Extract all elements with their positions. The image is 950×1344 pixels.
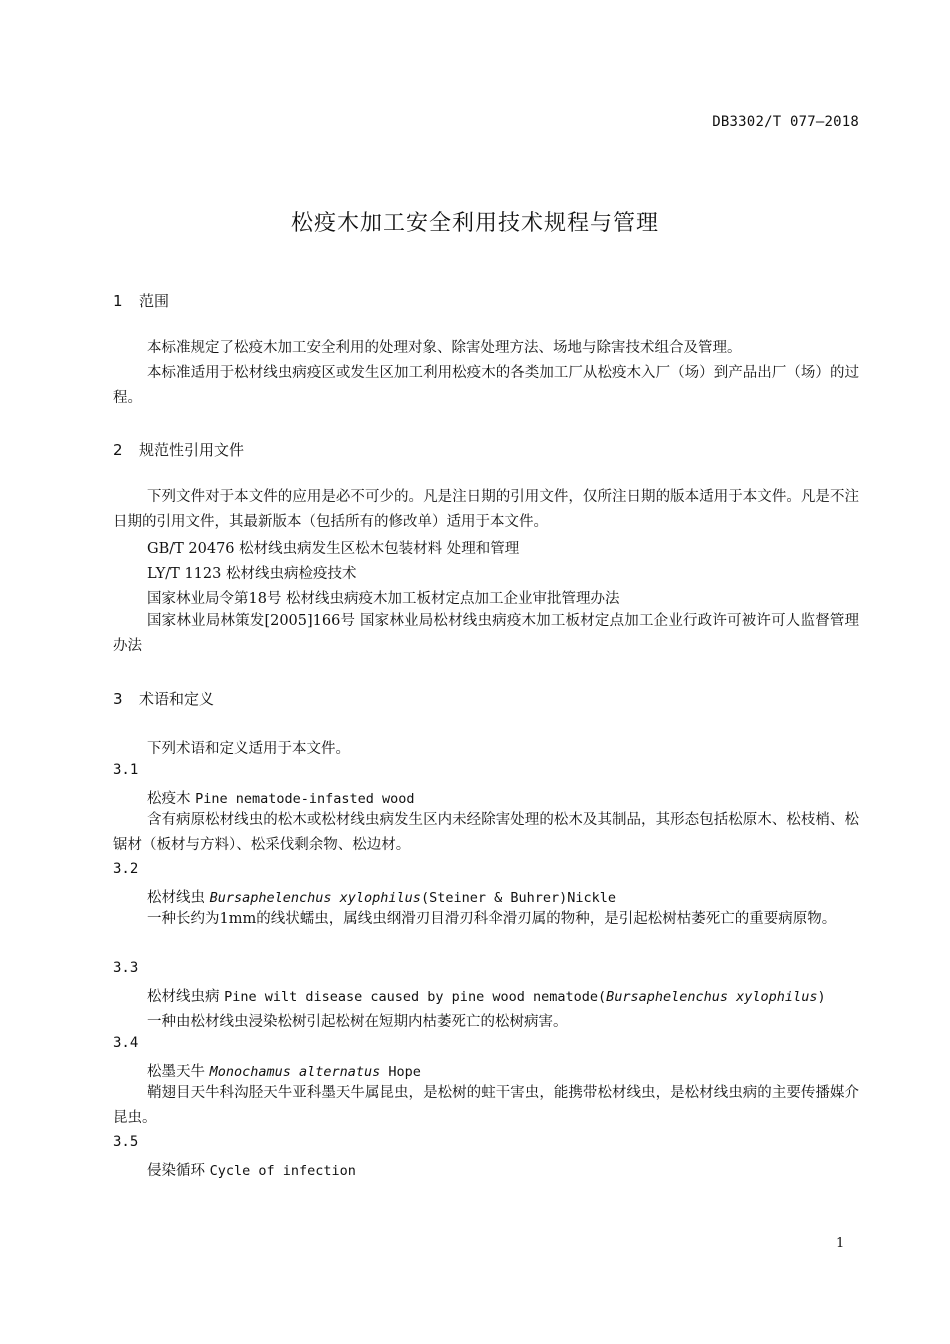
terms-intro: 下列术语和定义适用于本文件。 <box>147 741 350 757</box>
term-heading <box>147 787 415 808</box>
term-number: 3.4 <box>113 1035 139 1051</box>
term-definition: 鞘翅目天牛科沟胫天牛亚科墨天牛属昆虫，是松树的蛀干害虫，能携带松材线虫，是松材线虫病的主要传播媒介昆虫。 <box>113 1085 859 1126</box>
term-number: 3.1 <box>113 762 139 778</box>
term-heading <box>147 886 616 907</box>
reference-item: GB/T 20476 松材线虫病发生区松木包装材料 处理和管理 <box>147 541 520 557</box>
term-en: (Steiner & Buhrer)Nickle <box>420 890 617 906</box>
term-heading <box>147 985 826 1006</box>
reference-item: 国家林业局令第18号 松材线虫病疫木加工板材定点加工企业审批管理办法 <box>147 591 620 607</box>
section-title: 范围 <box>139 292 170 310</box>
scope-paragraph-1: 本标准规定了松疫木加工安全利用的处理对象、除害处理方法、场地与除害技术组合及管理。 <box>147 340 742 356</box>
term-heading <box>147 1060 421 1081</box>
scope-paragraph-2: 本标准适用于松材线虫病疫区或发生区加工利用松疫木的各类加工厂从松疫木入厂（场）到产品出厂（场）的过程。 <box>113 365 859 406</box>
term-latin: Bursaphelenchus xylophilus <box>606 989 818 1005</box>
section-3-heading <box>113 688 214 709</box>
term-number: 3.2 <box>113 861 139 877</box>
section-2-heading <box>113 439 244 460</box>
standard-code: DB3302/T 077—2018 <box>712 114 859 130</box>
term-number: 3.5 <box>113 1134 139 1150</box>
page-number: 1 <box>836 1236 845 1251</box>
term-zh: 松疫木 <box>147 791 191 807</box>
section-title: 术语和定义 <box>139 690 215 708</box>
term-zh: 松材线虫病 <box>147 989 220 1005</box>
term-definition: 含有病原松材线虫的松木或松材线虫病发生区内未经除害处理的松木及其制品，其形态包括松原木、松枝梢、松锯材（板材与方料）、松采伐剩余物、松边材。 <box>113 812 859 853</box>
section-number: 1 <box>113 292 123 310</box>
term-latin: Monochamus alternatus <box>209 1064 381 1080</box>
section-title: 规范性引用文件 <box>139 441 245 459</box>
references-intro: 下列文件对于本文件的应用是必不可少的。凡是注日期的引用文件，仅所注日期的版本适用于本文件。凡是不注日期的引用文件，其最新版本（包括所有的修改单）适用于本文件。 <box>113 489 859 530</box>
term-definition: 一种由松材线虫浸染松树引起松树在短期内枯萎死亡的松树病害。 <box>147 1014 568 1030</box>
term-heading <box>147 1159 356 1180</box>
reference-item: LY/T 1123 松材线虫病检疫技术 <box>147 566 357 582</box>
reference-item: 国家林业局林策发[2005]166号 国家林业局松材线虫病疫木加工板材定点加工企业行政许可被许可人监督管理办法 <box>113 613 859 654</box>
term-definition: 一种长约为1mm的线状蠕虫，属线虫纲滑刃目滑刃科伞滑刃属的物种，是引起松树枯萎死亡的重要病原物。 <box>147 911 837 927</box>
term-en: Cycle of infection <box>209 1163 356 1179</box>
term-en-close: ) <box>817 989 826 1005</box>
term-zh: 侵染循环 <box>147 1163 205 1179</box>
term-en: Pine nematode-infasted wood <box>195 791 415 807</box>
term-en: Pine wilt disease caused by pine wood nematode( <box>224 989 607 1005</box>
term-en: Hope <box>380 1064 421 1080</box>
section-1-heading <box>113 290 169 311</box>
term-zh: 松墨天牛 <box>147 1064 205 1080</box>
section-number: 2 <box>113 441 123 459</box>
section-number: 3 <box>113 690 123 708</box>
page-title: 松疫木加工安全利用技术规程与管理 <box>290 211 659 236</box>
term-number: 3.3 <box>113 960 139 976</box>
term-latin: Bursaphelenchus xylophilus <box>209 890 421 906</box>
term-zh: 松材线虫 <box>147 890 205 906</box>
